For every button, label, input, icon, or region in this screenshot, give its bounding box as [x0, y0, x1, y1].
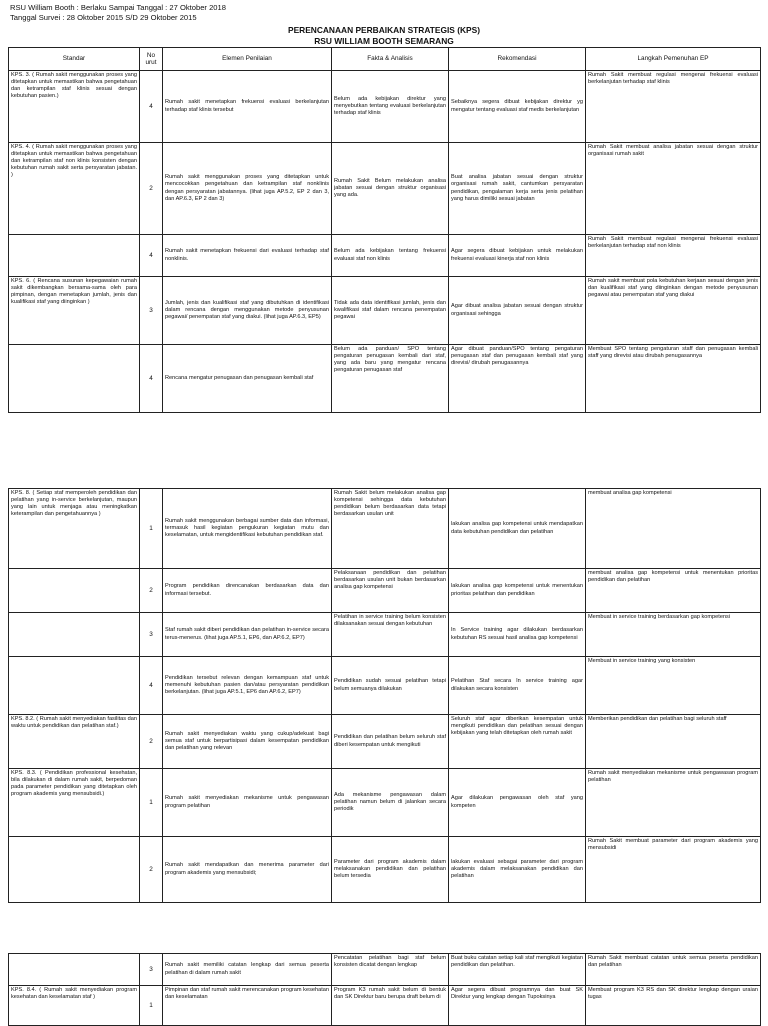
elemen-cell: Pendidikan tersebut relevan dengan kemampuan staf untuk memenuhi kebutuhan pasien dan/atau persyaratan pendidikan berkelanjutan. (lihat juga AP.5.1, EP6 dan AP.6.2, EP7) [163, 657, 332, 715]
langkah-cell: membuat analisa gap kompetensi [586, 489, 761, 569]
elemen-cell: Pimpinan dan staf rumah sakit merencanakan program kesehatan dan keselamatan [163, 986, 332, 1026]
table-row [9, 71, 761, 143]
langkah-cell: Rumah sakit menyediakan mekanisme untuk pengawasan program pelatihan [586, 769, 761, 837]
fakta-cell: Parameter dari program akademis dalam melaksanakan pendidikan dan pelatihan belum tersedia [332, 837, 449, 903]
standar-cell: KPS. 6. ( Rencana susunan kepegawaian rumah sakit dikembangkan bersama-sama oleh para pimpinan, dengan menetapkan jumlah, jenis dan kualifikasi staf yang diinginkan ) [9, 277, 140, 345]
standar-cell: KPS. 8.2. ( Rumah sakit menyediakan fasilitas dan waktu untuk pendidikan dan pelatihan staf.) [9, 715, 140, 769]
rekomendasi-cell: lakukan evaluasi sebagai parameter dari program akademis dalam melaksanakan pendidikan dan pelatihan [449, 837, 586, 903]
col-fakta-analisis: Fakta & Analisis [332, 48, 449, 71]
elemen-cell: Rumah sakit mendapatkan dan menerima parameter dari program akademis yang mensubsidi; [163, 837, 332, 903]
rekomendasi-cell: In Service training agar dilakukan berdasarkan kebutuhan RS sesuai hasil analisa gap kompetensi [449, 613, 586, 657]
elemen-cell: Rencana mengatur penugasan dan penugasan kembali staf [163, 345, 332, 413]
standar-cell: KPS. 8.3. ( Pendidikan professional kesehatan, bila dilakukan di dalam rumah sakit, berpedoman pada parameter pendidikan yang ditetapkan oleh program akademis yang mensubsidi.) [9, 769, 140, 837]
rekomendasi-cell: lakukan analisa gap kompetensi untuk mendapatkan data kebutuhan pendidikan dan pelatihan [449, 489, 586, 569]
elemen-cell: Staf rumah sakit diberi pendidikan dan pelatihan in-service secara terus-menerus. (lihat juga AP.5.1, EP6, dan AP.6.2, EP7) [163, 613, 332, 657]
fakta-cell: Pelaksanaan pendidikan dan pelatihan berdasarkan usulan unit bukan berdasarkan analisa gap kompetensi [332, 569, 449, 613]
elemen-cell: Rumah sakit menggunakan proses yang ditetapkan untuk mencocokkan pengetahuan dan ketrampilan staf nonklinis dengan persyaratan jabatannya. (lihat juga AP.5.2, EP 2 dan 3, dan AP.6.3, EP 2 dan 3) [163, 143, 332, 235]
table-row [9, 345, 761, 413]
langkah-cell: Rumah Sakit membuat parameter dari program akademis yang mensubsidi [586, 837, 761, 903]
fakta-cell: Belum ada kebijakan tentang frekuensi evaluasi staf non klinis [332, 235, 449, 277]
fakta-cell: Program K3 rumah sakit belum di bentuk dan SK Direktur baru berupa draft belum di [332, 986, 449, 1026]
col-rekomendasi: Rekomendasi [449, 48, 586, 71]
langkah-cell: Membuat in service training yang konsisten [586, 657, 761, 715]
table-row [9, 769, 761, 837]
standar-cell: KPS. 8.4. ( Rumah sakit menyediakan program kesehatan dan keselamatan staf ) [9, 986, 140, 1026]
table-row [9, 986, 761, 1026]
elemen-cell: Rumah sakit menyediakan waktu yang cukup/adekuat bagi semua staf untuk berpartisipasi dalam kesempatan pendidikan dan pelatihan yang relevan [163, 715, 332, 769]
standar-cell: KPS. 8. ( Setiap staf memperoleh pendidikan dan pelatihan yang in-service berkelanjutan, maupun yang lain untuk menjaga atau meningkatkan keterampilan dan pengetahuannya ) [9, 489, 140, 569]
col-langkah-pemenuhan: Langkah Pemenuhan EP [586, 48, 761, 71]
elemen-cell: Rumah sakit memiliki catatan lengkap dari semua peserta pelatihan di dalam rumah sakit [163, 954, 332, 986]
standar-cell: KPS. 3. ( Rumah sakit menggunakan proses yang ditetapkan untuk memastikan bahwa pengetahuan dan ketrampilan staf klinis sesuai dengan kebutuhan pasien.) [9, 71, 140, 143]
elemen-cell: Jumlah, jenis dan kualifikasi staf yang dibutuhkan di identifikasi dalam rencana dengan menggunakan metode penyusunan pegawai/ penempatan staf yang diakui. (lihat juga AP.6.3, EP5) [163, 277, 332, 345]
no-urut-cell: 2 [140, 569, 163, 613]
elemen-cell: Rumah sakit menetapkan frekuensi evaluasi berkelanjutan terhadap staf klinis tersebut [163, 71, 332, 143]
rekomendasi-cell: Agar segera dibuat kebijakan untuk melakukan frekuensi evaluasi kinerja staf non klinis [449, 235, 586, 277]
langkah-cell: Membuat SPO tentang pengaturan staff dan penugasan kembali staff yang direvisi atau dirubah penugasannya [586, 345, 761, 413]
no-urut-cell: 3 [140, 277, 163, 345]
fakta-cell: Belum ada kebijakan direktur yang menyebutkan tentang evaluasi berkelanjutan terhadap staf klinis [332, 71, 449, 143]
standar-cell [9, 613, 140, 657]
fakta-cell: Pencatatan pelatihan bagi staf belum konsisten dicatat dengan lengkap [332, 954, 449, 986]
table-row [9, 715, 761, 769]
rekomendasi-cell: lakukan analisa gap kompetensi untuk menentukan prioritas pelatihan dan pendidikan [449, 569, 586, 613]
rekomendasi-cell: Pelatihan Staf secara In service training agar dilakukan secara konsisten [449, 657, 586, 715]
no-urut-cell: 3 [140, 954, 163, 986]
fakta-cell: Pelatihan in service training belum konsisten dilaksanakan sesuai dengan kebutuhan [332, 613, 449, 657]
no-urut-cell: 4 [140, 657, 163, 715]
table-header-row [9, 48, 761, 71]
langkah-cell: Membuat in service training berdasarkan gap kompetensi [586, 613, 761, 657]
col-elemen-penilaian: Elemen Penilaian [163, 48, 332, 71]
standar-cell [9, 235, 140, 277]
rekomendasi-cell: Buat analisa jabatan sesuai dengan struktur organisasi rumah sakit, cantumkan persyaratan pendidikan, pengalaman kerja serta jenis pelatihan yang harus dimiliki sesuai jabatan [449, 143, 586, 235]
rekomendasi-cell: Buat buku catatan setiap kali staf mengikuti kegiatan pendidikan dan pelatihan. [449, 954, 586, 986]
rekomendasi-cell: Agar segera dibuat programnya dan buat SK Direktur yang lengkap dengan Tupoksinya [449, 986, 586, 1026]
standar-cell [9, 345, 140, 413]
fakta-cell: Tidak ada data identifikasi jumlah, jenis dan kwalifikasi staf dalam rencana penempatan pegawai [332, 277, 449, 345]
table-row [9, 657, 761, 715]
elemen-cell: Rumah sakit menetapkan frekuensi dari evaluasi terhadap staf nonklinis. [163, 235, 332, 277]
validity-line: RSU William Booth : Berlaku Sampai Tanggal : 27 Oktober 2018 [10, 3, 226, 12]
langkah-cell: Memberikan pendidikan dan pelatihan bagi seluruh staff [586, 715, 761, 769]
fakta-cell: Rumah Sakit Belum melakukan analisa jabatan sesuai dengan struktur organisasi yang ada. [332, 143, 449, 235]
standar-cell [9, 569, 140, 613]
fakta-cell: Rumah Sakit belum melakukan analisa gap kompetensi sehingga data kebutuhan pendidikan belum berdasarkan data tetapi berdasarkan usulan unit [332, 489, 449, 569]
no-urut-cell: 1 [140, 769, 163, 837]
fakta-cell: Ada mekanisme pengawasan dalam pelatihan namun belum di jalankan secara periodik [332, 769, 449, 837]
table-row [9, 235, 761, 277]
langkah-cell: Rumah Sakit membuat regulasi mengenai frekuensi evaluasi berkelanjutan terhadap staf klinis [586, 71, 761, 143]
langkah-cell: Rumah sakit membuat pola kebutuhan kerjaan sesuai dengan jenis dan kualifikasi staf yang diinginkan dengan metode penyusunan pegawai atau penempatan staf yang diakui [586, 277, 761, 345]
no-urut-cell: 4 [140, 71, 163, 143]
no-urut-cell: 1 [140, 489, 163, 569]
langkah-cell: Rumah Sakit membuat catatan untuk semua peserta pendidikan dan pelatihan [586, 954, 761, 986]
kps-table-2 [8, 488, 761, 903]
document-title: PERENCANAAN PERBAIKAN STRATEGIS (KPS) [287, 25, 480, 35]
elemen-cell: Rumah sakit menyediakan mekanisme untuk pengawasan program pelatihan [163, 769, 332, 837]
col-standar: Standar [9, 48, 140, 71]
langkah-cell: Rumah Sakit membuat regulasi mengenai frekuensi evaluasi berkelanjutan terhadap staf non klinis [586, 235, 761, 277]
no-urut-cell: 4 [140, 235, 163, 277]
no-urut-cell: 2 [140, 715, 163, 769]
rekomendasi-cell: Agar dibuat panduan/SPO tentang pengaturan penugasan staf dan penugasan kembali staf yang direvisi/ dirubah penugasannya [449, 345, 586, 413]
standar-cell [9, 954, 140, 986]
table-row [9, 277, 761, 345]
no-urut-cell: 2 [140, 837, 163, 903]
table-row [9, 954, 761, 986]
rekomendasi-cell: Agar dibuat analisa jabatan sesuai dengan struktur organisasi sehingga [449, 277, 586, 345]
kps-table-3 [8, 953, 761, 1026]
elemen-cell: Program pendidikan direncanakan berdasarkan data dan informasi tersebut. [163, 569, 332, 613]
table-row [9, 143, 761, 235]
survey-date-line: Tanggal Survei : 28 Oktober 2015 S/D 29 Oktober 2015 [10, 13, 197, 22]
standar-cell: KPS. 4. ( Rumah sakit menggunakan proses yang ditetapkan untuk memastikan bahwa pengetahuan dan ketrampilan staf non klinis konsisten dengan kebutuhan rumah sakit serta persyaratan jabatan. ) [9, 143, 140, 235]
table-row [9, 837, 761, 903]
col-no-urut: No urut [140, 48, 163, 71]
no-urut-cell: 3 [140, 613, 163, 657]
fakta-cell: Pendidikan dan pelatihan belum seluruh staf diberi kesempatan untuk mengikuti [332, 715, 449, 769]
langkah-cell: Rumah Sakit membuat analisa jabatan sesuai dengan struktur organisasi rumah sakit [586, 143, 761, 235]
fakta-cell: Belum ada panduan/ SPO tentang pengaturan penugasan kembali dari staf, yang ada baru yang mengatur rencana pengaturan penugasan staf [332, 345, 449, 413]
rekomendasi-cell: Seluruh staf agar diberikan kesempatan untuk mengikuti pendidikan dan pelatihan sesuai dengan kebijakan yang telah ditetapkan oleh rumah sakit [449, 715, 586, 769]
no-urut-cell: 4 [140, 345, 163, 413]
elemen-cell: Rumah sakit menggunakan berbagai sumber data dan informasi, termasuk hasil kegiatan pengukuran kegiatan mutu dan keselamatan, untuk mengidentifikasi kebutuhan pendidikan staf. [163, 489, 332, 569]
table-row [9, 569, 761, 613]
no-urut-cell: 1 [140, 986, 163, 1026]
rekomendasi-cell: Sebaiknya segera dibuat kebijakan direktur yg mengatur tentang evaluasi staf medis berkelanjutan [449, 71, 586, 143]
no-urut-cell: 2 [140, 143, 163, 235]
rekomendasi-cell: Agar dilakukan pengawasan oleh staf yang kompeten [449, 769, 586, 837]
hospital-name: RSU WILLIAM BOOTH SEMARANG [314, 36, 454, 46]
standar-cell [9, 657, 140, 715]
langkah-cell: membuat analisa gap kompetensi untuk menentukan prioritas pendidikan dan pelatihan [586, 569, 761, 613]
table-row [9, 613, 761, 657]
table-row [9, 489, 761, 569]
langkah-cell: Membuat program K3 RS dan SK direktur lengkap dengan uraian tugas [586, 986, 761, 1026]
fakta-cell: Pendidikan sudah sesuai pelatihan tetapi belum semuanya dilakukan [332, 657, 449, 715]
standar-cell [9, 837, 140, 903]
kps-table-1 [8, 47, 761, 413]
